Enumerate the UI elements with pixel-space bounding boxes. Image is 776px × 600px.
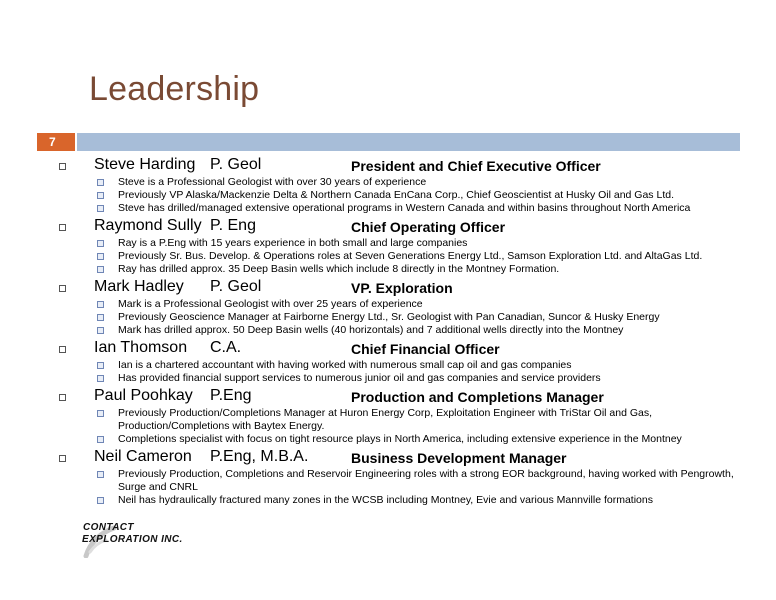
square-bullet-icon [97, 410, 104, 417]
person-role: Production and Completions Manager [351, 389, 604, 405]
bullet-item [0, 494, 776, 507]
leadership-list [0, 154, 776, 507]
bullet-item [0, 250, 776, 263]
bullet-text: Has provided financial support services to numerous junior oil and gas companies and service providers [118, 372, 601, 384]
person-role: Chief Financial Officer [351, 341, 500, 357]
person-name: Paul Poohkay [94, 387, 193, 404]
square-bullet-icon [97, 314, 104, 321]
person-paul-poohkay [0, 385, 776, 446]
bullet-text: Previously Sr. Bus. Develop. & Operations roles at Seven Generations Energy Ltd., Samson Exploration Ltd. and AltaGas Ltd. [118, 250, 703, 262]
person-header [0, 154, 776, 176]
bullet-item [0, 298, 776, 311]
bullet-item [0, 263, 776, 276]
person-name: Steve Harding [94, 156, 196, 173]
bullet-item [0, 237, 776, 250]
person-header [0, 337, 776, 359]
person-header [0, 385, 776, 407]
bullet-item [0, 324, 776, 337]
bullet-item [0, 433, 776, 446]
square-bullet-icon [97, 497, 104, 504]
person-raymond-sully [0, 215, 776, 276]
bullet-item [0, 468, 776, 494]
square-bullet-icon [97, 301, 104, 308]
square-bullet-icon [97, 266, 104, 273]
person-ian-thomson [0, 337, 776, 385]
bullet-text: Ray is a P.Eng with 15 years experience in both small and large companies [118, 237, 468, 249]
bullet-text: Previously Production, Completions and Reservoir Engineering roles with a strong EOR background, having worked with Pengrowth, Surge and CNRL [118, 468, 734, 493]
square-bullet-icon [97, 471, 104, 478]
bullet-text: Steve has drilled/managed extensive operational programs in Western Canada and within basins throughout North America [118, 202, 691, 214]
square-bullet-icon [97, 179, 104, 186]
bullet-text: Ray has drilled approx. 35 Deep Basin wells which include 8 directly in the Montney Formation. [118, 263, 560, 275]
square-bullet-icon [59, 394, 66, 401]
square-bullet-icon [59, 346, 66, 353]
person-credential: P. Geol [210, 278, 262, 295]
bullet-text: Steve is a Professional Geologist with over 30 years of experience [118, 176, 427, 188]
bullet-text: Previously VP Alaska/Mackenzie Delta & Northern Canada EnCana Corp., Chief Geoscientist at Husky Oil and Gas Ltd. [118, 189, 674, 201]
bullet-text: Ian is a chartered accountant with having worked with numerous small cap oil and gas companies [118, 359, 572, 371]
bullet-text: Mark is a Professional Geologist with over 25 years of experience [118, 298, 423, 310]
page-title: Leadership [89, 70, 260, 108]
bullet-item [0, 407, 776, 433]
person-neil-cameron [0, 446, 776, 507]
person-mark-hadley [0, 276, 776, 337]
square-bullet-icon [59, 224, 66, 231]
square-bullet-icon [97, 240, 104, 247]
bullet-text: Mark has drilled approx. 50 Deep Basin wells (40 horizontals) and 7 additional wells directly into the Montney [118, 324, 624, 336]
bullet-text: Neil has hydraulically fractured many zones in the WCSB including Montney, Evie and various Mannville formations [118, 494, 653, 506]
person-credential: P. Eng [210, 217, 256, 234]
square-bullet-icon [59, 455, 66, 462]
person-steve-harding [0, 154, 776, 215]
company-logo [80, 522, 200, 558]
bullet-text: Completions specialist with focus on tight resource plays in North America, including extensive experience in the Montney [118, 433, 682, 445]
person-credential: P. Geol [210, 156, 262, 173]
person-credential: P.Eng, M.B.A. [210, 448, 309, 465]
person-header [0, 446, 776, 468]
slide-number: 7 [37, 133, 75, 151]
square-bullet-icon [97, 205, 104, 212]
person-credential: P.Eng [210, 387, 252, 404]
person-header [0, 215, 776, 237]
bullet-text: Previously Geoscience Manager at Fairborne Energy Ltd., Sr. Geologist with Pan Canadian, Suncor & Husky Energy [118, 311, 660, 323]
person-name: Mark Hadley [94, 278, 184, 295]
logo-line-1: CONTACT [83, 522, 134, 533]
person-role: Chief Operating Officer [351, 219, 506, 235]
bullet-item [0, 311, 776, 324]
square-bullet-icon [97, 192, 104, 199]
bullet-item [0, 189, 776, 202]
header-band [37, 133, 740, 151]
bullet-item [0, 202, 776, 215]
header-bar [77, 133, 740, 151]
person-name: Ian Thomson [94, 339, 188, 356]
person-role: VP. Exploration [351, 280, 453, 296]
square-bullet-icon [97, 375, 104, 382]
bullet-text: Previously Production/Completions Manager at Huron Energy Corp, Exploitation Engineer with TriStar Oil and Gas, Production/Completions with Baytex Energy. [118, 407, 653, 432]
person-credential: C.A. [210, 339, 242, 356]
square-bullet-icon [59, 163, 66, 170]
person-header [0, 276, 776, 298]
bullet-item [0, 372, 776, 385]
square-bullet-icon [59, 285, 66, 292]
bullet-item [0, 359, 776, 372]
logo-line-2: EXPLORATION INC. [82, 534, 183, 545]
square-bullet-icon [97, 327, 104, 334]
square-bullet-icon [97, 362, 104, 369]
person-name: Raymond Sully [94, 217, 202, 234]
person-name: Neil Cameron [94, 448, 192, 465]
person-role: Business Development Manager [351, 450, 567, 466]
square-bullet-icon [97, 253, 104, 260]
square-bullet-icon [97, 436, 104, 443]
bullet-item [0, 176, 776, 189]
person-role: President and Chief Executive Officer [351, 158, 601, 174]
